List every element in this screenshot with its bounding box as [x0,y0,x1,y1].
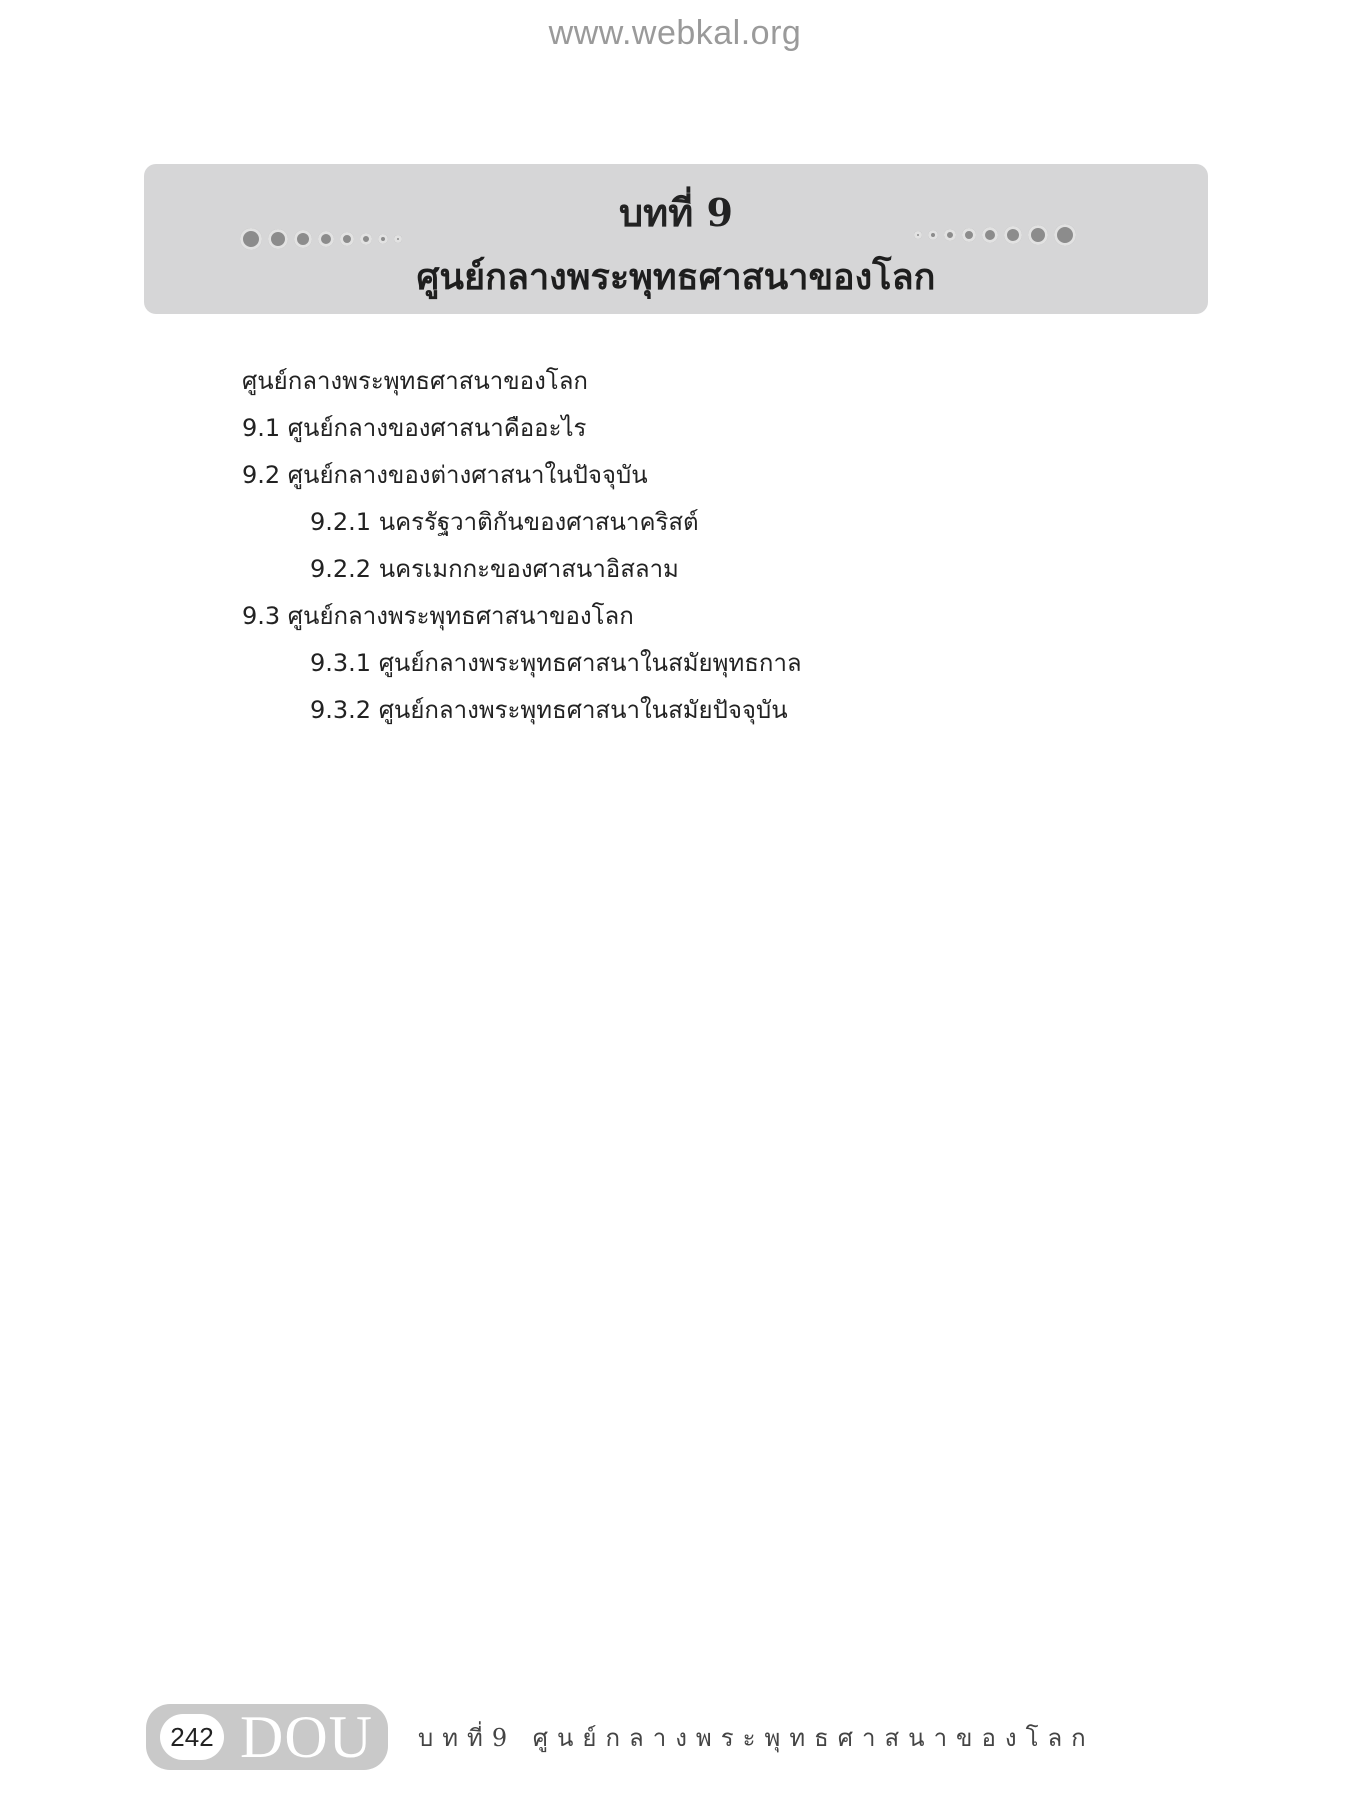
toc-item: 9.3 ศูนย์กลางพระพุทธศาสนาของโลก [242,602,634,630]
decorative-dots-right [914,224,1082,246]
table-of-contents [242,358,1142,734]
dot-icon [914,231,922,239]
toc-item: ศูนย์กลางพระพุทธศาสนาของโลก [242,367,588,395]
toc-subitem: 9.3.2 ศูนย์กลางพระพุทธศาสนาในสมัยปัจจุบัน [310,696,788,724]
watermark: www.webkal.org [548,14,802,52]
chapter-title: ศูนย์กลางพระพุทธศาสนาของโลก [416,257,936,298]
chapter-banner [144,164,1208,314]
dot-icon [982,227,998,243]
dot-icon [1054,224,1076,246]
toc-item: 9.1 ศูนย์กลางของศาสนาคืออะไร [242,414,587,442]
running-head: บทที่9 ศูนย์กลางพระพุทธศาสนาของโลก [418,1724,1095,1752]
page-number: 242 [160,1714,224,1760]
toc-subitem: 9.3.1 ศูนย์กลางพระพุทธศาสนาในสมัยพุทธกาล [310,649,802,677]
dot-icon [1028,225,1048,245]
dou-logo: DOU [240,1704,373,1770]
toc-subitem: 9.2.1 นครรัฐวาติกันของศาสนาคริสต์ [310,508,699,536]
toc-item: 9.2 ศูนย์กลางของต่างศาสนาในปัจจุบัน [242,461,648,489]
toc-subitem: 9.2.2 นครเมกกะของศาสนาอิสลาม [310,555,679,583]
dot-icon [962,228,976,242]
dot-icon [1004,226,1022,244]
chapter-number: บทที่ 9 [619,190,733,235]
footer-badge [146,1704,388,1770]
dot-icon [944,229,956,241]
dot-icon [928,230,938,240]
